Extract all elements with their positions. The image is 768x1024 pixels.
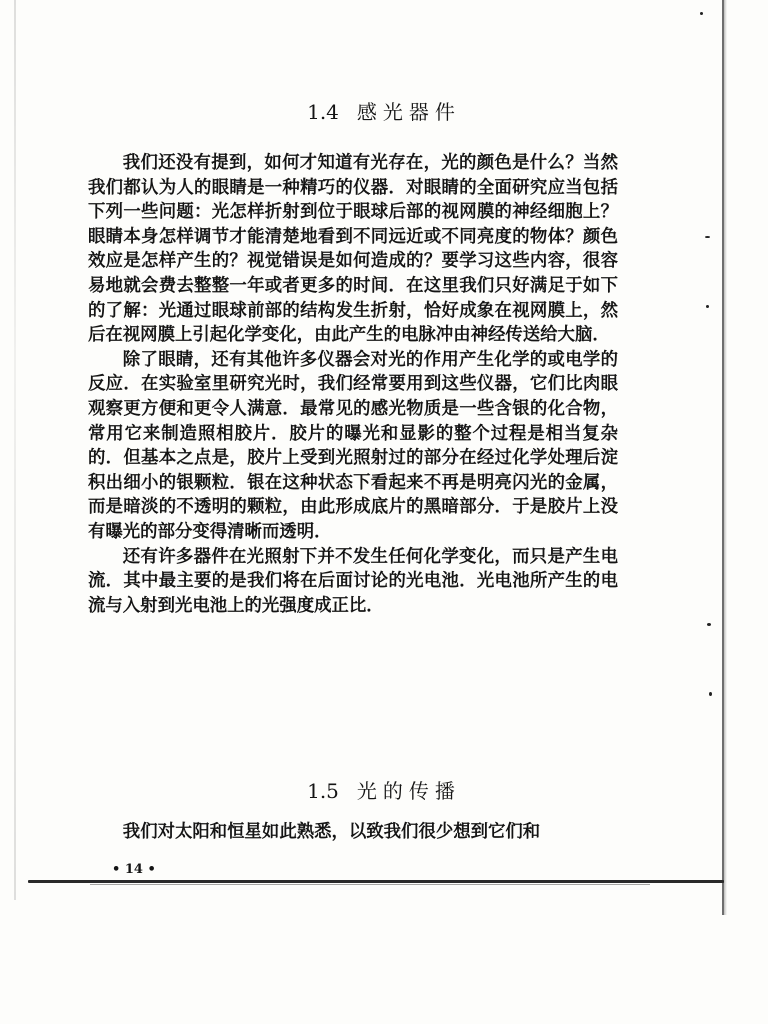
- scan-speck: [705, 236, 710, 238]
- scan-speck: [709, 692, 712, 696]
- scan-speck: [707, 623, 711, 626]
- section-heading-1-4: [0, 96, 768, 125]
- paragraph: 我们对太阳和恒星如此熟悉，以致我们很少想到它们和: [122, 822, 541, 842]
- paragraph: 还有许多器件在光照射下并不发生任何化学变化，而只是产生电流．其中最主要的是我们将在后面讨论的光电池．光电池所产生的电流与入射到光电池上的光强度成正比．: [88, 546, 618, 616]
- section-number: 1.4: [307, 100, 339, 124]
- page-bottom-edge-shadow: [90, 884, 650, 885]
- paragraph: 我们还没有提到，如何才知道有光存在，光的颜色是什么？当然我们都认为人的眼睛是一种精巧的仪器．对眼睛的全面研究应当包括下列一些问题：光怎样折射到位于眼球后部的视网膜的神经细胞上？眼睛本身怎样调节才能清楚地看到不同远近或不同亮度的物体？颜色效应是怎样产生的？视觉错误是如何造成的？要学习这些内容，很容易地就会费去整整一年或者更多的时间．在这里我们只好满足于如下的了解：光通过眼球前部的结构发生折射，恰好成象在视网膜上，然后在视网膜上引起化学变化，由此产生的电脉冲由神经传送给大脑．: [88, 153, 618, 346]
- section-number: 1.5: [307, 779, 339, 803]
- section-body-1-5: [88, 820, 618, 845]
- scan-speck: [700, 12, 703, 15]
- paragraph: 除了眼睛，还有其他许多仪器会对光的作用产生化学的或电学的反应．在实验室里研究光时，我们经常要用到这些仪器，它们比肉眼观察更方便和更令人满意．最常见的感光物质是一些含银的化合物，常用它来制造照相胶片．胶片的曝光和显影的整个过程是相当复杂的．但基本之点是，胶片上受到光照射过的部分在经过化学处理后淀积出细小的银颗粒．银在这种状态下看起来不再是明亮闪光的金属，而是暗淡的不透明的颗粒，由此形成底片的黑暗部分．于是胶片上没有曝光的部分变得清晰而透明．: [88, 349, 618, 542]
- page-number: • 14 •: [112, 862, 156, 877]
- section-heading-1-5: [0, 775, 768, 804]
- page-bottom-edge: [28, 880, 724, 883]
- scan-speck: [706, 305, 709, 308]
- section-title: 感光器件: [356, 100, 461, 124]
- section-body-1-4: [88, 151, 618, 618]
- scan-left-edge: [14, 0, 16, 900]
- section-title: 光的传播: [356, 779, 461, 803]
